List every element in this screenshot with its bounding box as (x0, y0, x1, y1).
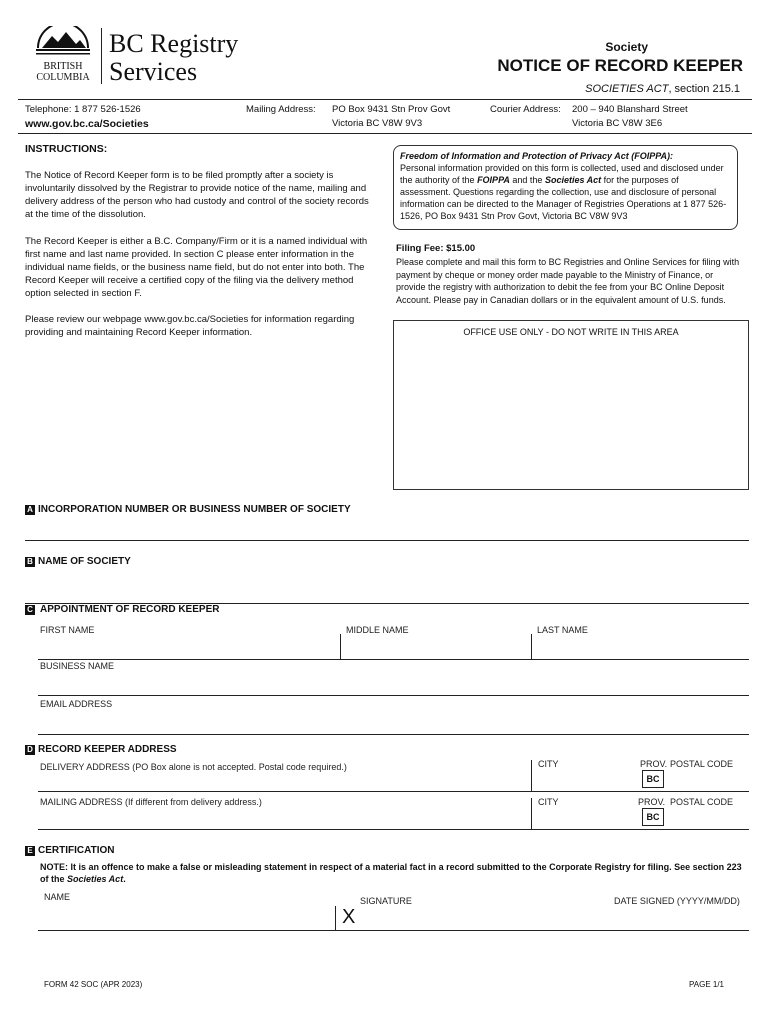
act-name: SOCIETIES ACT (585, 83, 669, 95)
section-a-title: INCORPORATION NUMBER OR BUSINESS NUMBER OF SOCIETY (38, 504, 351, 515)
instructions-heading: INSTRUCTIONS: (25, 143, 108, 155)
bc-logo (28, 26, 98, 82)
section-c-marker: C (25, 605, 35, 615)
brand-line-1: BC Registry (109, 29, 239, 58)
business-name-label: BUSINESS NAME (40, 661, 115, 671)
mailing-city-field[interactable] (532, 812, 640, 828)
instructions-paragraph-3: Please review our webpage www.gov.bc.ca/Societies for information regarding providing and maintaining Record Keeper information. (25, 314, 355, 338)
middle-name-field[interactable] (341, 635, 531, 659)
brand-line-2: Services (109, 57, 198, 86)
first-name-label: FIRST NAME (40, 625, 95, 635)
mountain-sun-icon (28, 26, 98, 56)
courier-address-label: Courier Address: (490, 104, 561, 115)
date-signed-label: DATE SIGNED (YYYY/MM/DD) (614, 896, 740, 906)
last-name-field[interactable] (532, 635, 749, 659)
delivery-prov-label: PROV. (640, 759, 668, 769)
signature-x-mark: X (342, 906, 356, 928)
date-signed-field[interactable] (608, 906, 749, 930)
foippa-notice (393, 145, 738, 230)
page-number: PAGE 1/1 (689, 980, 724, 989)
foippa-heading: Freedom of Information and Protection of Privacy Act (FOIPPA): (400, 151, 674, 161)
mailing-city-label: CITY (538, 797, 559, 807)
mailing-address-line-1: PO Box 9431 Stn Prov Govt (332, 104, 451, 115)
mailing-prov-label: PROV. (638, 797, 666, 807)
section-b-marker: B (25, 557, 35, 567)
delivery-address-field[interactable] (38, 775, 531, 791)
certification-note: NOTE: It is an offence to make a false or misleading statement in respect of a material fact in a record submitted to the Corporate Registry for filing. See section 223 of the Societies Act. (40, 862, 742, 884)
incorporation-number-field[interactable] (25, 540, 749, 541)
signature-label: SIGNATURE (360, 896, 412, 906)
mailing-postal-field[interactable] (666, 812, 749, 828)
form-id: FORM 42 SOC (APR 2023) (44, 980, 143, 989)
last-name-label: LAST NAME (537, 625, 588, 635)
form-title: NOTICE OF RECORD KEEPER (497, 56, 743, 75)
delivery-prov-value: BC (642, 770, 664, 788)
website-link[interactable]: www.gov.bc.ca/Societies (25, 118, 149, 130)
mailing-postal-label: POSTAL CODE (670, 797, 734, 807)
business-name-field[interactable] (38, 695, 749, 696)
delivery-city-field[interactable] (532, 775, 640, 791)
mailing-address-label: Mailing Address: (246, 104, 316, 115)
certifier-name-label: NAME (44, 892, 71, 902)
logo-line-2: COLUMBIA (36, 72, 90, 83)
mailing-address-line-2: Victoria BC V8W 9V3 (332, 118, 423, 129)
form-category: Society (605, 40, 648, 54)
act-reference (585, 83, 740, 95)
courier-address-line-1: 200 – 940 Blanshard Street (572, 104, 688, 115)
first-name-field[interactable] (38, 635, 340, 659)
filing-fee-heading: Filing Fee: $15.00 (396, 243, 476, 254)
office-use-area (393, 320, 749, 490)
section-a-marker: A (25, 505, 35, 515)
email-address-field[interactable] (38, 734, 749, 735)
office-use-label: OFFICE USE ONLY - DO NOT WRITE IN THIS AREA (463, 327, 679, 337)
signature-field[interactable] (336, 906, 606, 930)
delivery-postal-field[interactable] (666, 775, 749, 791)
section-b-title: NAME OF SOCIETY (38, 556, 131, 567)
telephone: Telephone: 1 877 526-1526 (25, 104, 141, 115)
foippa-body: Personal information provided on this form is collected, used and disclosed under the authority of the FOIPPA and the Societies Act for the purposes of assessment. Questions regarding the collection, use and disclosure of personal information can be directed to the Manager of Registries Operations at 1 877 526-1526, PO Box 9431 Stn Prov Govt, Victoria BC V8W 9V3 (400, 163, 727, 221)
mailing-address-field[interactable] (38, 812, 531, 828)
section-e-title: CERTIFICATION (38, 845, 115, 856)
section-e-marker: E (25, 846, 35, 856)
instructions-paragraph-1: The Notice of Record Keeper form is to be filed promptly after a society is involuntarily dissolved by the Registrar to provide notice of the name, mailing and delivery address of the person who had custody and control of the society records at the time of the dissolution. (25, 170, 369, 220)
courier-address-line-2: Victoria BC V8W 3E6 (572, 118, 663, 129)
delivery-address-label: DELIVERY ADDRESS (PO Box alone is not accepted. Postal code required.) (40, 762, 347, 772)
delivery-postal-label: POSTAL CODE (670, 759, 734, 769)
mailing-address-field-label: MAILING ADDRESS (If different from delivery address.) (40, 797, 262, 807)
delivery-city-label: CITY (538, 759, 559, 769)
certifier-name-field[interactable] (38, 906, 334, 930)
filing-fee-body: Please complete and mail this form to BC Registries and Online Services for filing with payment by cheque or money order made payable to the Ministry of Finance, or provide the registry with authorization to debit the fee from your BC Online Deposit Account. Please pay in Canadian dollars or in the equivalent amount of U.S. funds. (396, 257, 740, 305)
instructions-paragraph-2: The Record Keeper is either a B.C. Company/Firm or it is a named individual with first name and last name provided. In section C please enter information in the individual name fields, or the business name field, but do not enter into both. The Record Keeper will receive a certified copy of the filing via the delivery method option selected in section F. (25, 236, 368, 299)
section-d-title: RECORD KEEPER ADDRESS (38, 744, 177, 755)
email-address-label: EMAIL ADDRESS (40, 699, 113, 709)
logo-line-1: BRITISH (43, 61, 83, 72)
act-section: , section 215.1 (668, 83, 740, 95)
mailing-prov-value: BC (642, 808, 664, 826)
section-c-title: APPOINTMENT OF RECORD KEEPER (40, 604, 220, 615)
section-d-marker: D (25, 745, 35, 755)
middle-name-label: MIDDLE NAME (346, 625, 409, 635)
